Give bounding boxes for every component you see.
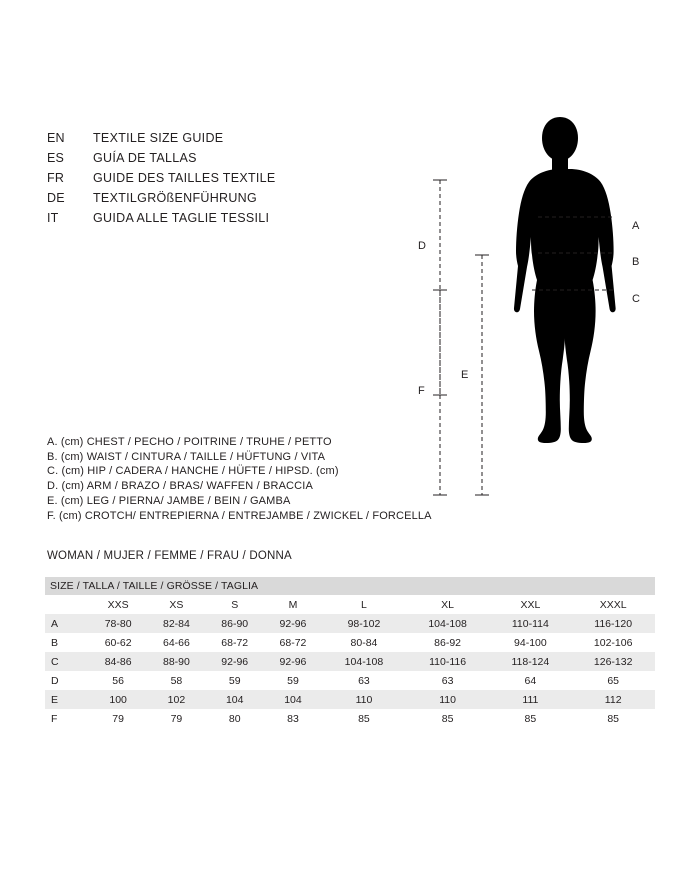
cell-c-xl: 110-116 bbox=[406, 652, 490, 671]
cell-e-l: 110 bbox=[322, 690, 406, 709]
legend-block bbox=[47, 435, 467, 523]
title-lang-it: IT bbox=[47, 211, 59, 225]
row-label-d: D bbox=[45, 671, 89, 690]
column-header-xxs: XXS bbox=[89, 595, 147, 614]
cell-f-xl: 85 bbox=[406, 709, 490, 728]
cell-e-xxs: 100 bbox=[89, 690, 147, 709]
cell-a-xxs: 78-80 bbox=[89, 614, 147, 633]
title-row-es bbox=[47, 148, 377, 168]
title-text-es: GUÍA DE TALLAS bbox=[93, 151, 197, 165]
column-header-xl: XL bbox=[406, 595, 490, 614]
column-header-s: S bbox=[206, 595, 264, 614]
title-lang-fr: FR bbox=[47, 171, 65, 185]
title-lang-en: EN bbox=[47, 131, 65, 145]
column-header-l: L bbox=[322, 595, 406, 614]
marker-label-a: A bbox=[632, 220, 640, 232]
cell-f-l: 85 bbox=[322, 709, 406, 728]
cell-b-l: 80-84 bbox=[322, 633, 406, 652]
cell-a-xs: 82-84 bbox=[147, 614, 205, 633]
cell-b-xxxl: 102-106 bbox=[571, 633, 655, 652]
cell-e-m: 104 bbox=[264, 690, 322, 709]
cell-d-xs: 58 bbox=[147, 671, 205, 690]
cell-d-l: 63 bbox=[322, 671, 406, 690]
cell-f-s: 80 bbox=[206, 709, 264, 728]
column-header-xxxl: XXXL bbox=[571, 595, 655, 614]
cell-b-m: 68-72 bbox=[264, 633, 322, 652]
cell-b-xs: 64-66 bbox=[147, 633, 205, 652]
cell-d-xl: 63 bbox=[406, 671, 490, 690]
legend-row-b: B. (cm) WAIST / CINTURA / TAILLE / HÜFTUNG / VITA bbox=[47, 450, 326, 463]
cell-d-s: 59 bbox=[206, 671, 264, 690]
row-label-b: B bbox=[45, 633, 89, 652]
cell-c-xxl: 118-124 bbox=[489, 652, 571, 671]
row-label-c: C bbox=[45, 652, 89, 671]
cell-e-s: 104 bbox=[206, 690, 264, 709]
cell-f-xxxl: 85 bbox=[571, 709, 655, 728]
cell-c-xxxl: 126-132 bbox=[571, 652, 655, 671]
title-text-en: TEXTILE SIZE GUIDE bbox=[93, 131, 224, 145]
cell-e-xxxl: 112 bbox=[571, 690, 655, 709]
cell-d-xxxl: 65 bbox=[571, 671, 655, 690]
table-row bbox=[45, 614, 655, 633]
table-row bbox=[45, 709, 655, 728]
cell-c-s: 92-96 bbox=[206, 652, 264, 671]
table-row bbox=[45, 633, 655, 652]
cell-a-s: 86-90 bbox=[206, 614, 264, 633]
row-label-e: E bbox=[45, 690, 89, 709]
title-block bbox=[47, 128, 377, 228]
title-lang-es: ES bbox=[47, 151, 65, 165]
table-corner-cell bbox=[45, 595, 89, 614]
cell-f-xxs: 79 bbox=[89, 709, 147, 728]
marker-label-b: B bbox=[632, 256, 640, 268]
cell-b-xxl: 94-100 bbox=[489, 633, 571, 652]
cell-b-s: 68-72 bbox=[206, 633, 264, 652]
cell-d-xxl: 64 bbox=[489, 671, 571, 690]
cell-b-xxs: 60-62 bbox=[89, 633, 147, 652]
cell-f-xs: 79 bbox=[147, 709, 205, 728]
cell-d-xxs: 56 bbox=[89, 671, 147, 690]
table-header-row bbox=[45, 577, 655, 595]
marker-label-e: E bbox=[461, 369, 469, 381]
cell-c-l: 104-108 bbox=[322, 652, 406, 671]
cell-a-l: 98-102 bbox=[322, 614, 406, 633]
table-header-label: SIZE / TALLA / TAILLE / GRÖSSE / TAGLIA bbox=[45, 577, 655, 595]
woman-silhouette-shape bbox=[514, 117, 616, 443]
cell-a-xxxl: 116-120 bbox=[571, 614, 655, 633]
title-row-fr bbox=[47, 168, 377, 188]
cell-a-xl: 104-108 bbox=[406, 614, 490, 633]
legend-row-d: D. (cm) ARM / BRAZO / BRAS/ WAFFEN / BRACCIA bbox=[47, 480, 313, 493]
cell-d-m: 59 bbox=[264, 671, 322, 690]
title-lang-de: DE bbox=[47, 191, 65, 205]
title-row-de bbox=[47, 188, 377, 208]
legend-row-f: F. (cm) CROTCH/ ENTREPIERNA / ENTREJAMBE / ZWICKEL / FORCELLA bbox=[47, 509, 432, 522]
table-row bbox=[45, 671, 655, 690]
marker-label-f: F bbox=[418, 385, 425, 397]
legend-row-a: A. (cm) CHEST / PECHO / POITRINE / TRUHE / PETTO bbox=[47, 436, 332, 448]
title-text-de: TEXTILGRÖßENFÜHRUNG bbox=[93, 191, 258, 205]
cell-c-xs: 88-90 bbox=[147, 652, 205, 671]
cell-e-xs: 102 bbox=[147, 690, 205, 709]
legend-row-e: E. (cm) LEG / PIERNA/ JAMBE / BEIN / GAMBA bbox=[47, 494, 291, 507]
cell-b-xl: 86-92 bbox=[406, 633, 490, 652]
cell-e-xxl: 111 bbox=[489, 690, 571, 709]
column-header-m: M bbox=[264, 595, 322, 614]
marker-label-d: D bbox=[418, 240, 426, 252]
size-table bbox=[45, 577, 655, 728]
title-text-it: GUIDA ALLE TAGLIE TESSILI bbox=[93, 211, 270, 225]
title-row-it bbox=[47, 208, 377, 228]
marker-label-c: C bbox=[632, 293, 640, 305]
table-row bbox=[45, 690, 655, 709]
title-row-en bbox=[47, 128, 377, 148]
cell-a-m: 92-96 bbox=[264, 614, 322, 633]
cell-f-m: 83 bbox=[264, 709, 322, 728]
cell-c-m: 92-96 bbox=[264, 652, 322, 671]
cell-e-xl: 110 bbox=[406, 690, 490, 709]
table-row bbox=[45, 652, 655, 671]
row-label-a: A bbox=[45, 614, 89, 633]
woman-caption: WOMAN / MUJER / FEMME / FRAU / DONNA bbox=[47, 550, 292, 562]
cell-a-xxl: 110-114 bbox=[489, 614, 571, 633]
column-header-xxl: XXL bbox=[489, 595, 571, 614]
column-header-xs: XS bbox=[147, 595, 205, 614]
table-column-header-row bbox=[45, 595, 655, 614]
title-text-fr: GUIDE DES TAILLES TEXTILE bbox=[93, 171, 276, 185]
row-label-f: F bbox=[45, 709, 89, 728]
leg-bracket-e bbox=[475, 255, 489, 495]
legend-row-c: C. (cm) HIP / CADERA / HANCHE / HÜFTE / HIPSD. (cm) bbox=[47, 465, 339, 478]
cell-c-xxs: 84-86 bbox=[89, 652, 147, 671]
cell-f-xxl: 85 bbox=[489, 709, 571, 728]
